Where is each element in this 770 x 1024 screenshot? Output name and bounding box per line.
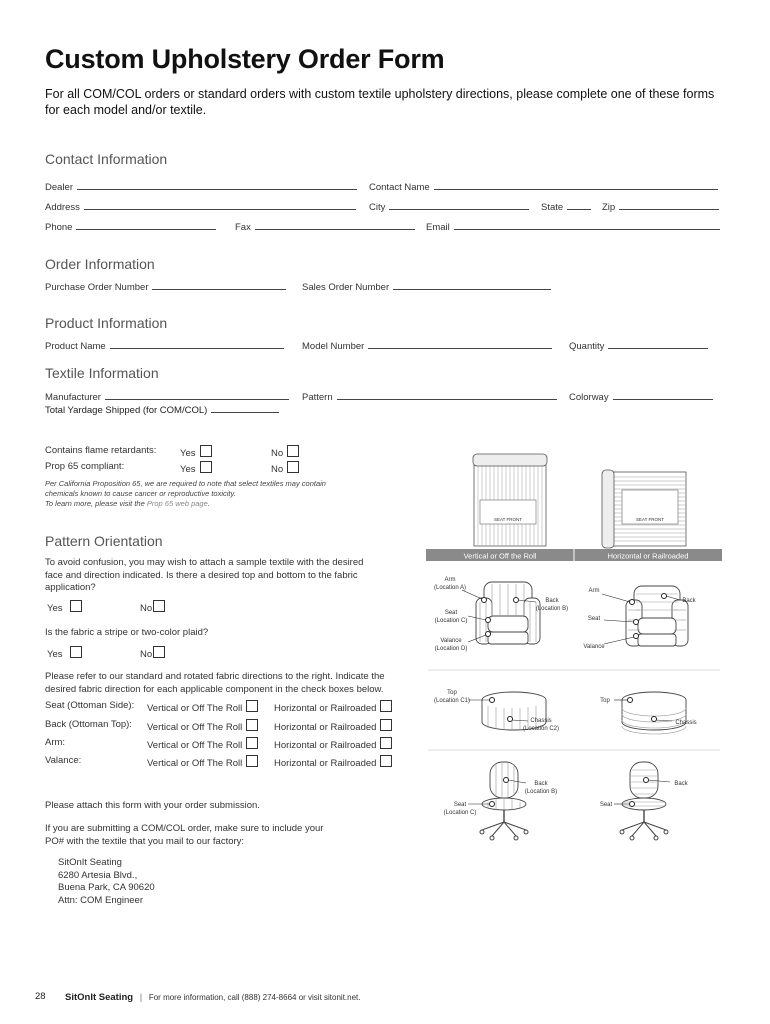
flame-yes[interactable] (180, 445, 212, 459)
seat-vertical-label: Vertical or Off The Roll (147, 703, 243, 714)
product-name-field[interactable] (45, 339, 284, 352)
seat-label-v: Seat (444, 610, 458, 616)
so-line[interactable] (393, 280, 551, 290)
flame-yes-label: Yes (180, 448, 196, 459)
yardage-line[interactable] (211, 403, 279, 413)
q2-no[interactable] (140, 646, 165, 660)
dealer-field[interactable] (45, 180, 357, 193)
dealer-line[interactable] (77, 180, 357, 190)
valance-vertical[interactable] (147, 755, 258, 769)
q1-yes[interactable] (47, 600, 82, 614)
back-label-chair-h: Back (674, 781, 688, 787)
contact-heading: Contact Information (45, 151, 168, 167)
model-number-line[interactable] (368, 339, 552, 349)
seat-horizontal[interactable] (274, 700, 392, 714)
arm-label-v: Arm (444, 577, 456, 583)
prop65-link[interactable]: Prop 65 web page (146, 499, 208, 508)
pattern-heading: Pattern Orientation (45, 533, 163, 549)
pattern-field[interactable] (302, 390, 557, 403)
state-label: State (541, 202, 564, 213)
manufacturer-line[interactable] (105, 390, 289, 400)
flame-yes-checkbox[interactable] (200, 445, 212, 457)
loc-b-label: (Location B) (535, 606, 569, 612)
manufacturer-label: Manufacturer (45, 392, 101, 403)
q1-no-label: No (140, 603, 153, 614)
valance-label-h: Valance (583, 644, 605, 650)
city-line[interactable] (389, 200, 529, 210)
phone-field[interactable] (45, 220, 216, 233)
valance-horizontal-label: Horizontal or Railroaded (274, 758, 377, 769)
pattern-q1: To avoid confusion, you may wish to attach a sample textile with the desired face and direction indicated. Is there a desired top and bottom to the fabric application? (45, 557, 364, 593)
q2-no-label: No (140, 649, 153, 660)
page-number: 28 (35, 991, 46, 1002)
col-horizontal-label: Horizontal or Railroaded (607, 551, 689, 561)
valance-vertical-checkbox[interactable] (246, 755, 258, 767)
page-title: Custom Upholstery Order Form (45, 44, 445, 74)
back-vertical[interactable] (147, 719, 258, 733)
zip-field[interactable] (602, 200, 719, 213)
arm-horizontal-label: Horizontal or Railroaded (274, 740, 377, 751)
loc-b-label-chair: (Location B) (524, 789, 558, 795)
seat-vertical[interactable] (147, 700, 258, 714)
seat-label-chair-v: Seat (453, 802, 467, 808)
pattern-line[interactable] (337, 390, 557, 400)
phone-line[interactable] (76, 220, 216, 230)
row-back-label: Back (Ottoman Top): (45, 719, 132, 730)
back-label-v: Back (545, 598, 559, 604)
address-label: Address (45, 202, 80, 213)
seat-label-chair-h: Seat (599, 802, 613, 808)
back-vertical-checkbox[interactable] (246, 719, 258, 731)
valance-horizontal[interactable] (274, 755, 392, 769)
prop65-no-label: No (271, 464, 284, 475)
prop65-yes-checkbox[interactable] (200, 461, 212, 473)
address-field[interactable] (45, 200, 356, 213)
flame-label: Contains flame retardants: (45, 445, 157, 456)
flame-no-label: No (271, 448, 284, 459)
flame-no[interactable] (271, 445, 299, 459)
yardage-label: Total Yardage Shipped (for COM/COL) (45, 405, 208, 416)
back-label-h: Back (682, 598, 696, 604)
footer-brand: SitOnIt Seating (65, 992, 134, 1003)
seat-front-label-2: SEAT FRONT (635, 517, 665, 522)
pattern-q2: Is the fabric a stripe or two-color plaid? (45, 627, 209, 638)
so-field[interactable] (302, 280, 551, 293)
prop65-note-end: . (207, 499, 210, 508)
loc-c1-label: (Location C1) (433, 698, 471, 704)
manufacturer-field[interactable] (45, 390, 289, 403)
po-field[interactable] (45, 280, 286, 293)
order-heading: Order Information (45, 256, 155, 272)
fabric-roll-horizontal-illustration (602, 470, 686, 548)
model-number-field[interactable] (302, 339, 552, 352)
zip-line[interactable] (619, 200, 719, 210)
q2-no-checkbox[interactable] (153, 646, 165, 658)
lounge-chair-vertical (462, 582, 540, 644)
row-arm-label: Arm: (45, 737, 66, 748)
yardage-field[interactable] (45, 403, 279, 416)
prop65-note-line2: chemicals known to cause cancer or reproductive toxicity. (45, 489, 236, 498)
loc-d-label: (Location D) (434, 646, 468, 652)
loc-c-label-chair: (Location C) (443, 810, 477, 816)
prop65-yes[interactable] (180, 461, 212, 475)
loc-a-label: (Location A) (433, 585, 467, 591)
footer-info: For more information, call (888) 274-8664 or visit sitonit.net. (148, 993, 361, 1002)
back-horizontal-label: Horizontal or Railroaded (274, 722, 377, 733)
po-line[interactable] (152, 280, 286, 290)
colorway-label: Colorway (569, 392, 609, 403)
quantity-label: Quantity (569, 341, 605, 352)
fax-field[interactable] (235, 220, 415, 233)
q1-no[interactable] (140, 600, 165, 614)
city-label: City (369, 202, 386, 213)
colorway-field[interactable] (569, 390, 713, 403)
quantity-line[interactable] (608, 339, 708, 349)
top-label-h: Top (600, 698, 610, 704)
ottoman-horizontal (614, 692, 686, 734)
pattern-label: Pattern (302, 392, 333, 403)
contact-name-line[interactable] (434, 180, 718, 190)
prop65-note (45, 479, 385, 509)
contact-name-label: Contact Name (369, 182, 430, 193)
so-label: Sales Order Number (302, 282, 390, 293)
address-line[interactable] (84, 200, 356, 210)
prop65-no-checkbox[interactable] (287, 461, 299, 473)
back-horizontal[interactable] (274, 719, 392, 733)
task-chair-horizontal (614, 762, 670, 840)
seat-front-label-1: SEAT FRONT (493, 517, 523, 522)
col-vertical-label: Vertical or Off the Roll (463, 551, 537, 561)
contact-name-field[interactable] (369, 180, 718, 193)
arm-vertical[interactable] (147, 737, 258, 751)
loc-c-label: (Location C) (434, 618, 468, 624)
address-line-1: SitOnIt Seating (58, 857, 122, 868)
email-line[interactable] (454, 220, 720, 230)
task-chair-vertical (468, 762, 528, 840)
q2-yes[interactable] (47, 646, 82, 660)
product-name-label: Product Name (45, 341, 106, 352)
q2-yes-label: Yes (47, 649, 63, 660)
back-horizontal-checkbox[interactable] (380, 719, 392, 731)
com-note: If you are submitting a COM/COL order, make sure to include your PO# with the textile that you mail to our factory: (45, 823, 324, 847)
fabric-roll-vertical-illustration (473, 454, 547, 546)
city-field[interactable] (369, 200, 529, 213)
arm-vertical-checkbox[interactable] (246, 737, 258, 749)
attach-note: Please attach this form with your order submission. (45, 800, 260, 811)
top-label-v: Top (447, 690, 457, 696)
loc-c2-label: (Location C2) (522, 726, 560, 732)
row-seat-label: Seat (Ottoman Side): (45, 700, 135, 711)
address-line-3: Buena Park, CA 90620 (58, 882, 155, 893)
state-line[interactable] (567, 200, 591, 210)
prop65-no[interactable] (271, 461, 299, 475)
prop65-note-line1: Per California Proposition 65, we are required to note that select textiles may contain (45, 479, 326, 488)
q2-yes-checkbox[interactable] (70, 646, 82, 658)
ottoman-vertical (468, 692, 546, 730)
back-vertical-label: Vertical or Off The Roll (147, 722, 243, 733)
dealer-label: Dealer (45, 182, 73, 193)
phone-label: Phone (45, 222, 73, 233)
factory-address (58, 857, 155, 907)
product-heading: Product Information (45, 315, 168, 331)
seat-label-h: Seat (587, 616, 601, 622)
q1-yes-checkbox[interactable] (70, 600, 82, 612)
quantity-field[interactable] (569, 339, 708, 352)
valance-horizontal-checkbox[interactable] (380, 755, 392, 767)
email-field[interactable] (426, 220, 720, 233)
zip-label: Zip (602, 202, 616, 213)
valance-label-v: Valance (440, 638, 462, 644)
product-name-line[interactable] (110, 339, 284, 349)
email-label: Email (426, 222, 450, 233)
arm-horizontal[interactable] (274, 737, 392, 751)
textile-heading: Textile Information (45, 365, 159, 381)
arm-vertical-label: Vertical or Off The Roll (147, 740, 243, 751)
footer-separator: | (139, 992, 143, 1003)
prop65-note-line3: To learn more, please visit the (45, 499, 145, 508)
po-label: Purchase Order Number (45, 282, 149, 293)
footer-line (65, 992, 361, 1003)
arm-label-h: Arm (588, 588, 600, 594)
model-number-label: Model Number (302, 341, 365, 352)
q1-no-checkbox[interactable] (153, 600, 165, 612)
address-line-2: 6280 Artesia Blvd., (58, 869, 138, 881)
seat-horizontal-checkbox[interactable] (380, 700, 392, 712)
fax-line[interactable] (255, 220, 415, 230)
flame-no-checkbox[interactable] (287, 445, 299, 457)
row-valance-label: Valance: (45, 755, 82, 766)
chassis-label-v: Chassis (530, 718, 552, 724)
state-field[interactable] (541, 200, 591, 213)
valance-vertical-label: Vertical or Off The Roll (147, 758, 243, 769)
colorway-line[interactable] (613, 390, 713, 400)
prop65-label: Prop 65 compliant: (45, 461, 125, 472)
address-line-4: Attn: COM Engineer (58, 894, 144, 906)
q1-yes-label: Yes (47, 603, 63, 614)
seat-vertical-checkbox[interactable] (246, 700, 258, 712)
pattern-refer: Please refer to our standard and rotated fabric directions to the right. Indicate the desired fabric direction for each applicable component in the check boxes below. (45, 671, 385, 695)
back-label-chair-v: Back (534, 781, 548, 787)
intro-text: For all COM/COL orders or standard orders with custom textile upholstery directions, please complete one of these forms for each model and/or textile. (45, 87, 715, 117)
fax-label: Fax (235, 222, 251, 233)
seat-horizontal-label: Horizontal or Railroaded (274, 703, 377, 714)
arm-horizontal-checkbox[interactable] (380, 737, 392, 749)
chassis-label-h: Chassis (675, 720, 697, 726)
prop65-yes-label: Yes (180, 464, 196, 475)
lounge-chair-horizontal (602, 586, 688, 646)
orientation-diagram (424, 450, 724, 842)
